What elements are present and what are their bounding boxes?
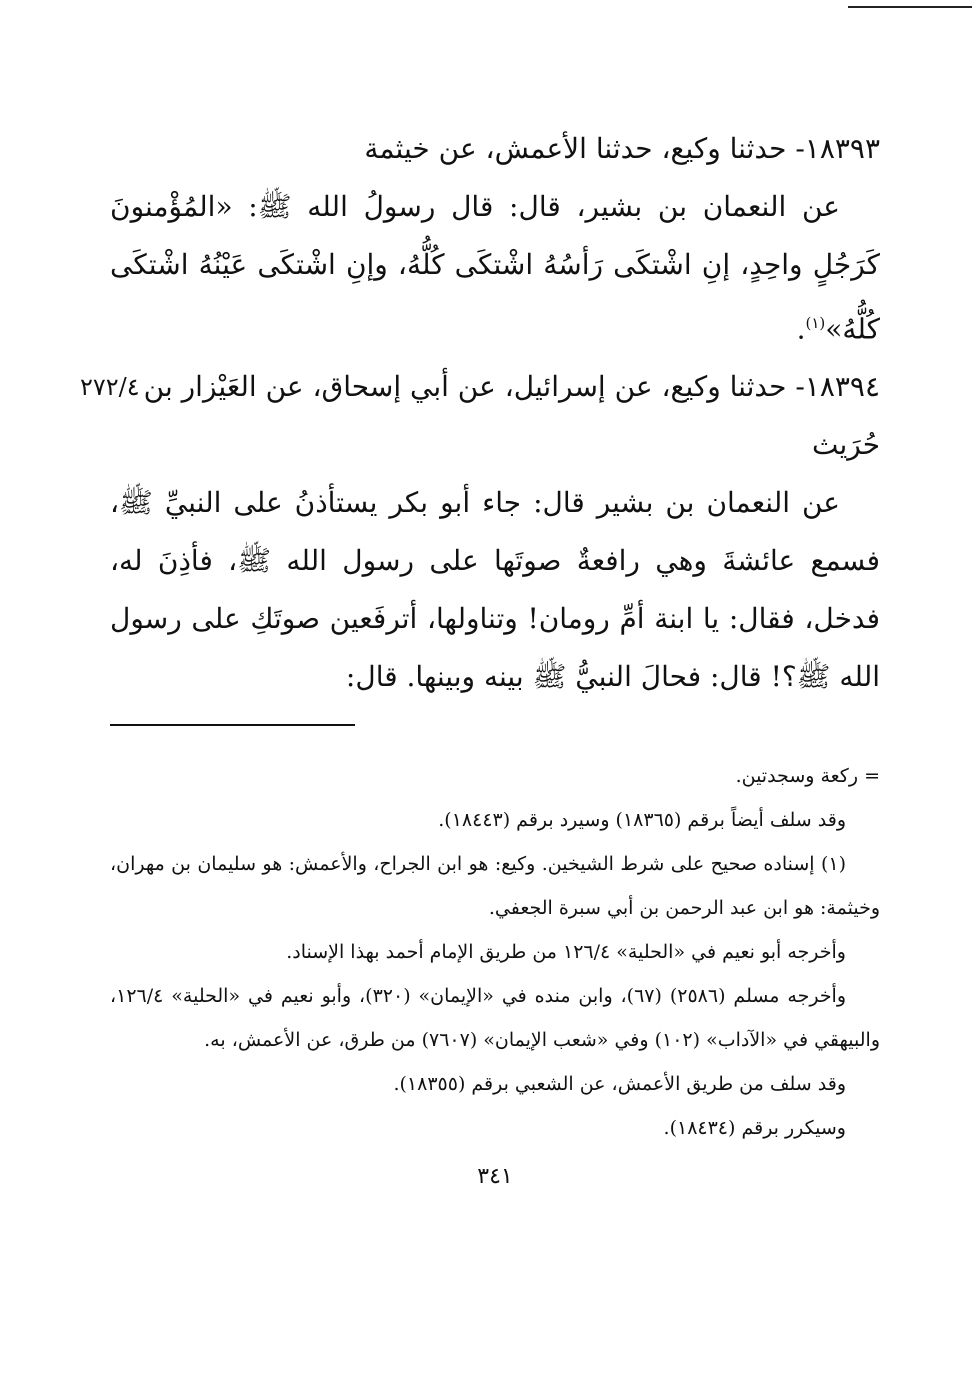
footnote-line: وقد سلف من طريق الأعمش، عن الشعبي برقم (١٨٣٥٥). [393,1073,846,1096]
footnote-divider [110,724,355,726]
page-number: ٣٤١ [477,1164,513,1190]
footnote-1: (١) إسناده صحيح على شرط الشيخين. وكيع: هو ابن الجراح، والأعمش: هو سليمان بن مهران، وخيثمة: هو ابن عبد الرحمن بن أبي سبرة الجعفي. [110,853,880,920]
book-page [80,120,880,1190]
hadith-18393-matn-end: . [796,312,806,346]
main-text [80,120,880,706]
footnote-line: وأخرجه أبو نعيم في «الحلية» ١٢٦/٤ من طريق الإمام أحمد بهذا الإسناد. [286,941,846,964]
volume-page-reference: ٢٧٢/٤ [80,373,140,402]
footnote-marker: (١) [805,314,826,332]
top-corner-rule [848,6,972,8]
hadith-18394-isnad: ١٨٣٩٤- حدثنا وكيع، عن إسرائيل، عن أبي إسحاق، عن العَيْزار بن حُرَيث [143,370,880,462]
footnote-divider-wrap [110,724,880,726]
hadith-18393-matn-text: عن النعمان بن بشير، قال: قال رسولُ الله ﷺ: «المُؤْمنونَ كَرَجُلٍ واحِدٍ، إنِ اشْتكَى رَأسُهُ اشْتكَى كُلُّهُ، وإنِ اشْتكَى عَيْنُهُ اشْتكَى كُلُّهُ» [110,190,880,346]
footnote-continuation: = ركعة وسجدتين. [735,765,880,788]
hadith-18393-matn [110,178,880,358]
hadith-18393-isnad: ١٨٣٩٣- حدثنا وكيع، حدثنا الأعمش، عن خيثمة [364,132,880,165]
hadith-18394-matn: عن النعمان بن بشير قال: جاء أبو بكر يستأذنُ على النبيِّ ﷺ، فسمع عائشةَ وهي رافعةٌ صوتَها على رسول الله ﷺ، فأذِنَ له، فدخل، فقال: يا ابنة أمِّ رومان! وتناولها، أترفَعين صوتَكِ على رسول الله ﷺ؟! قال: فحالَ النبيُّ ﷺ بينه وبينها. قال: [110,486,880,694]
footnotes [110,754,880,1150]
footnote-line: وقد سلف أيضاً برقم (١٨٣٦٥) وسيرد برقم (١٨٤٤٣). [438,809,846,832]
footnote-line: وأخرجه مسلم (٢٥٨٦) (٦٧)، وابن منده في «الإيمان» (٣٢٠)، وأبو نعيم في «الحلية» ١٢٦/٤، والبيهقي في «الآداب» (١٠٢) وفي «شعب الإيمان» (٧٦٠٧) من طرق، عن الأعمش، به. [110,985,880,1052]
footnote-line: وسيكرر برقم (١٨٤٣٤). [663,1117,846,1140]
hadith-18393 [110,120,880,358]
hadith-18394 [80,358,880,706]
